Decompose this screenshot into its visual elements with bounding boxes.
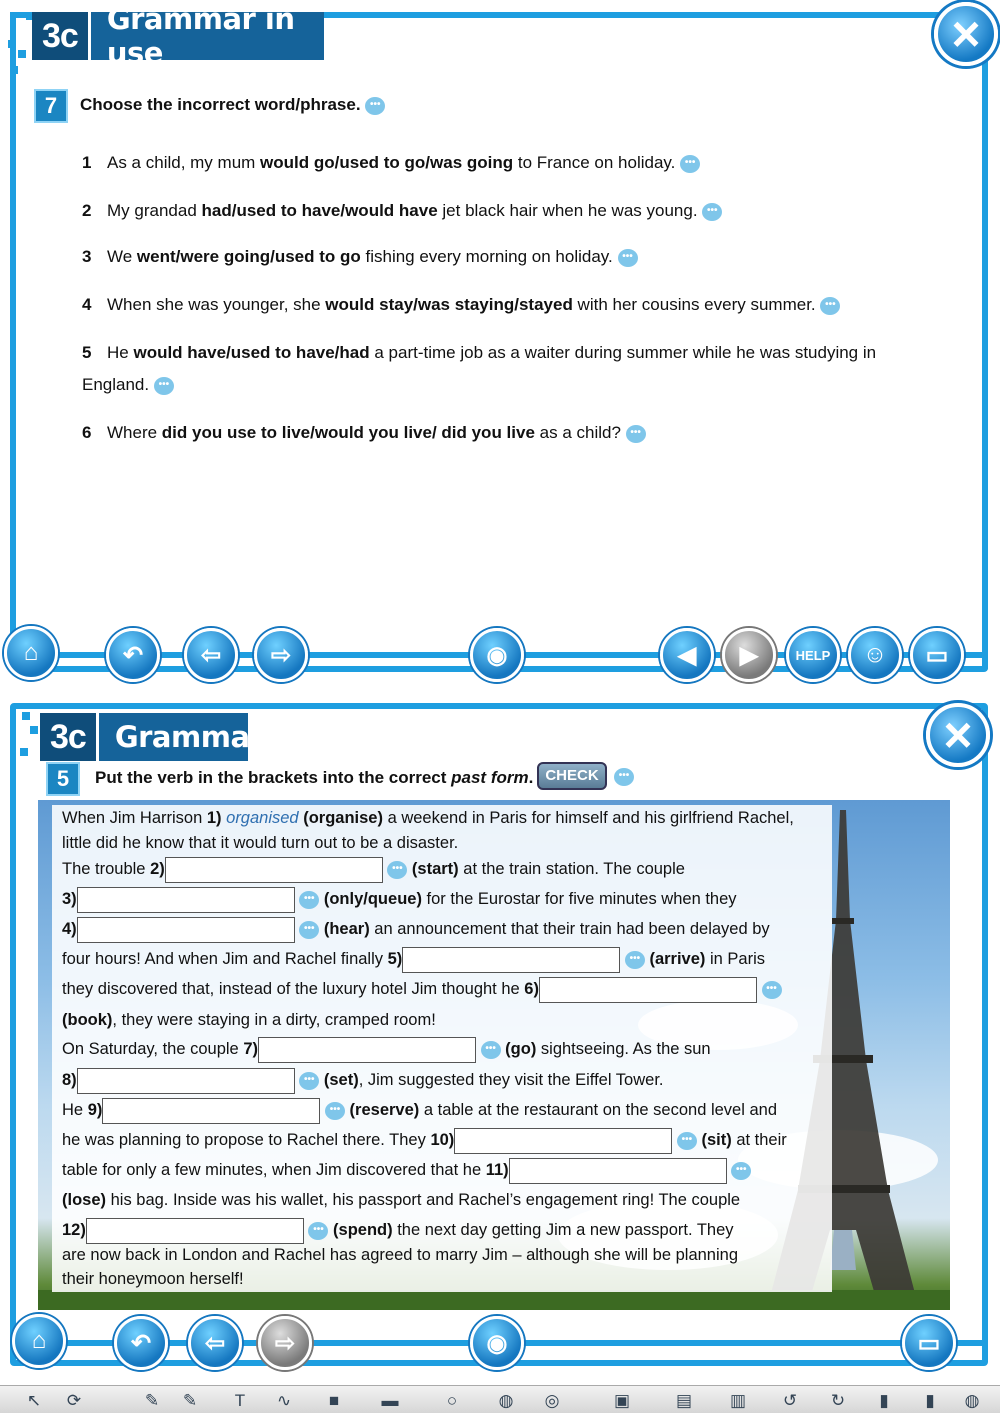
top-border-segment (340, 12, 940, 18)
pixel-decoration (18, 50, 26, 58)
list-item (82, 147, 942, 179)
camera-icon[interactable]: ◎ (544, 1391, 560, 1410)
home-icon: ⌂ (23, 639, 39, 666)
speech-bubble-icon[interactable]: ••• (387, 861, 407, 879)
item-number: 2 (82, 201, 92, 220)
speech-bubble-icon[interactable]: ••• (762, 981, 782, 999)
close-icon: × (951, 6, 981, 62)
gap-number: 1) (206, 809, 222, 827)
speech-bubble-icon[interactable]: ••• (731, 1162, 751, 1180)
story-line (62, 916, 770, 942)
instruction-end: . (528, 768, 534, 787)
text: for the Eurostar for five minutes when they (421, 890, 737, 908)
verb-hint: (go) (505, 1040, 537, 1058)
item-text: as a child? (534, 423, 621, 442)
instruction-italic: past form (451, 768, 529, 787)
unit-label: 3c (32, 12, 91, 60)
delete-icon[interactable]: ▮ (879, 1391, 889, 1410)
gap-number: 7) (243, 1040, 258, 1058)
text: at the train station. The couple (458, 860, 685, 878)
arrow-left-icon: ⇦ (200, 641, 222, 669)
item-text: jet black hair when he was young. (437, 201, 698, 220)
verb-hint: (hear) (323, 920, 370, 938)
item-text: to France on holiday. (513, 153, 676, 172)
answer-input-5[interactable] (402, 947, 620, 973)
previous-page-button[interactable] (660, 628, 714, 682)
undo-tool-icon[interactable]: ↺ (782, 1391, 798, 1410)
text: , Jim suggested they visit the Eiffel Tower. (358, 1071, 664, 1089)
speech-bubble-icon[interactable]: ••• (677, 1132, 697, 1150)
close-button[interactable] (934, 2, 998, 66)
answer-input-9[interactable] (102, 1098, 320, 1124)
story-line (62, 856, 685, 882)
item-options[interactable]: would have/used to have/had (133, 343, 370, 362)
story-line (62, 1127, 787, 1153)
section-banner (40, 713, 264, 761)
back-button[interactable] (184, 628, 238, 682)
globe-menu-icon[interactable]: ◍ (964, 1391, 980, 1410)
gap-number: 5) (387, 950, 403, 968)
speech-bubble-icon[interactable]: ••• (299, 1072, 319, 1090)
audio-icon: ◉ (486, 641, 508, 669)
item-text: fishing every morning on holiday. (360, 247, 613, 266)
verb-hint: (set) (323, 1071, 359, 1089)
item-options[interactable]: would stay/was staying/stayed (325, 295, 573, 314)
gap-number: 10) (430, 1131, 455, 1149)
text: a table at the restaurant on the second level and (419, 1101, 778, 1119)
speech-bubble-icon[interactable]: ••• (702, 203, 722, 221)
text: the next day getting Jim a new passport. They (392, 1221, 734, 1239)
verb-hint: (spend) (333, 1221, 393, 1239)
speech-bubble-icon[interactable]: ••• (325, 1102, 345, 1120)
verb-hint: (only/queue) (323, 890, 422, 908)
page-icon[interactable]: ▥ (729, 1391, 747, 1410)
undo-icon: ↶ (122, 641, 144, 669)
section-title: Grammar (114, 720, 264, 754)
arrow-right-icon: ⇨ (274, 1329, 296, 1357)
text: , they were staying in a dirty, cramped room! (112, 1011, 436, 1029)
close-button[interactable] (926, 703, 990, 767)
close-icon: × (943, 707, 973, 763)
home-button[interactable] (12, 1314, 66, 1368)
section-banner (32, 2, 324, 70)
story-line (62, 946, 765, 972)
forward-button[interactable] (254, 628, 308, 682)
item-options[interactable]: would go/used to go/was going (260, 153, 514, 172)
pixel-decoration (10, 66, 18, 74)
speech-bubble-icon[interactable]: ••• (618, 249, 638, 267)
item-text: We (107, 247, 137, 266)
section-title: Grammar in use (106, 2, 295, 70)
answer-input-6[interactable] (539, 977, 757, 1003)
window-icon[interactable]: ▣ (613, 1391, 631, 1410)
story-line (62, 886, 737, 912)
pixel-decoration (22, 712, 30, 720)
audio-icon: ◉ (486, 1329, 508, 1357)
answer-input-3[interactable] (77, 887, 295, 913)
story-line (62, 830, 458, 856)
item-text: He (107, 343, 134, 362)
undo-button[interactable] (106, 628, 160, 682)
highlighter-icon[interactable]: ✎ (182, 1391, 198, 1410)
item-number: 6 (82, 423, 92, 442)
text-tool-icon[interactable]: T (234, 1391, 246, 1410)
text: He (62, 1101, 88, 1119)
item-number: 4 (82, 295, 92, 314)
story-line (62, 1157, 751, 1183)
item-text: a part-time job as a waiter during summer while he was studying in England. (82, 343, 877, 394)
verb-hint: (sit) (701, 1131, 732, 1149)
delete-all-icon[interactable]: ▮ (925, 1391, 935, 1410)
answer-input-7[interactable] (258, 1037, 476, 1063)
speech-bubble-icon[interactable]: ••• (299, 921, 319, 939)
pointer-icon[interactable]: ↖ (26, 1391, 42, 1410)
item-text: My grandad (107, 201, 202, 220)
triangle-right-icon: ▶ (739, 641, 759, 669)
help-label: HELP (795, 647, 831, 663)
bottom-toolbar (0, 1385, 1000, 1413)
gap-number: 12) (62, 1221, 86, 1239)
story-line (62, 976, 782, 1002)
speech-bubble-icon[interactable]: ••• (299, 891, 319, 909)
speech-bubble-icon[interactable]: ••• (481, 1041, 501, 1059)
book-icon: ▭ (917, 1329, 941, 1357)
arrow-left-icon: ⇦ (204, 1329, 226, 1357)
check-button[interactable]: CHECK (537, 762, 607, 790)
text: their honeymoon herself! (62, 1270, 244, 1288)
text: four hours! And when Jim and Rachel finally (62, 950, 388, 968)
story-line (62, 1036, 711, 1062)
answer-input-2[interactable] (165, 857, 383, 883)
verb-hint: (reserve) (349, 1101, 420, 1119)
text: they discovered that, instead of the luxury hotel Jim thought he (62, 980, 525, 998)
answer-input-8[interactable] (77, 1068, 295, 1094)
unit-label: 3c (40, 713, 99, 761)
story-line (62, 805, 794, 831)
pixel-decoration (30, 726, 38, 734)
print-icon[interactable]: ▤ (675, 1391, 693, 1410)
pixel-decoration (20, 748, 28, 756)
home-icon: ⌂ (31, 1327, 47, 1354)
speech-bubble-icon[interactable]: ••• (614, 768, 634, 786)
text: at their (731, 1131, 787, 1149)
text: are now back in London and Rachel has agreed to marry Jim – although she will be planning (62, 1246, 739, 1264)
list-item (82, 337, 882, 401)
owl-icon: ☺ (862, 641, 888, 668)
next-page-button[interactable] (722, 628, 776, 682)
eraser-icon[interactable]: ▬ (381, 1391, 399, 1410)
audio-button[interactable] (470, 1316, 524, 1370)
speech-bubble-icon[interactable]: ••• (308, 1222, 328, 1240)
item-text: When she was younger, she (107, 295, 326, 314)
item-text: As a child, my mum (107, 153, 261, 172)
redo-tool-icon[interactable]: ↻ (830, 1391, 846, 1410)
zoom-icon[interactable]: ○ (446, 1391, 458, 1410)
verb-hint: (start) (411, 860, 459, 878)
speech-bubble-icon[interactable]: ••• (680, 155, 700, 173)
item-number: 5 (82, 343, 92, 362)
story-line (62, 1266, 244, 1292)
answer-input-10[interactable] (454, 1128, 672, 1154)
help-button[interactable] (786, 628, 840, 682)
curve-icon[interactable]: ∿ (276, 1391, 292, 1410)
pixel-decoration (8, 40, 16, 48)
book-icon: ▭ (925, 641, 949, 669)
text: little did he know that it would turn out to be a disaster. (62, 834, 459, 852)
verb-hint: (organise) (303, 809, 383, 827)
answer-input-12[interactable] (86, 1218, 304, 1244)
home-button[interactable] (4, 626, 58, 680)
arrow-right-icon: ⇨ (270, 641, 292, 669)
owl-button[interactable] (848, 628, 902, 682)
globe-icon[interactable]: ◍ (498, 1391, 514, 1410)
undo-icon: ↶ (130, 1329, 152, 1357)
shape-icon[interactable]: ■ (328, 1391, 340, 1410)
list-item (82, 195, 942, 227)
list-item (82, 289, 942, 321)
item-number: 3 (82, 247, 92, 266)
gap-number: 6) (524, 980, 539, 998)
item-text: Where (107, 423, 162, 442)
story-line (62, 1187, 740, 1213)
instruction-text (80, 95, 385, 115)
item-options[interactable]: had/used to have/would have (201, 201, 438, 220)
list-item (82, 417, 942, 449)
speech-bubble-icon[interactable]: ••• (154, 377, 174, 395)
story-line (62, 1007, 436, 1033)
triangle-left-icon: ◀ (677, 641, 697, 669)
back-button[interactable] (188, 1316, 242, 1370)
gap-number: 4) (62, 920, 77, 938)
example-answer: organised (226, 809, 299, 827)
speech-bubble-icon[interactable]: ••• (365, 97, 385, 115)
gap-number: 8) (62, 1071, 77, 1089)
text: sightseeing. As the sun (536, 1040, 711, 1058)
text: his bag. Inside was his wallet, his passport and Rachel’s engagement ring! The couple (106, 1191, 741, 1209)
exercise-number: 7 (34, 89, 68, 123)
text: The trouble (62, 860, 151, 878)
text: in Paris (705, 950, 766, 968)
book-button[interactable] (902, 1316, 956, 1370)
instruction-label: Put the verb in the brackets into the correct (95, 768, 452, 787)
item-options[interactable]: did you use to live/would you live/ did you live (161, 423, 535, 442)
answer-input-4[interactable] (77, 917, 295, 943)
answer-input-11[interactable] (509, 1158, 727, 1184)
verb-hint: (arrive) (649, 950, 706, 968)
gap-number: 11) (485, 1161, 509, 1179)
item-number: 1 (82, 153, 92, 172)
list-item (82, 241, 942, 273)
audio-button[interactable] (470, 628, 524, 682)
story-line (62, 1242, 738, 1268)
pen-icon[interactable]: ✎ (144, 1391, 160, 1410)
verb-hint: (lose) (62, 1191, 107, 1209)
story-line (62, 1097, 777, 1123)
text: an announcement that their train had been delayed by (369, 920, 770, 938)
undo-button[interactable] (114, 1316, 168, 1370)
gap-number: 3) (62, 890, 77, 908)
gap-number: 9) (87, 1101, 103, 1119)
text: When Jim Harrison (62, 809, 207, 827)
gap-number: 2) (150, 860, 165, 878)
story-line (62, 1067, 664, 1093)
book-button[interactable] (910, 628, 964, 682)
item-options[interactable]: went/were going/used to go (136, 247, 361, 266)
text: a weekend in Paris for himself and his girlfriend Rachel, (382, 809, 794, 827)
forward-button[interactable] (258, 1316, 312, 1370)
text: On Saturday, the couple (62, 1040, 244, 1058)
verb-hint: (book) (62, 1011, 113, 1029)
speech-bubble-icon[interactable]: ••• (820, 297, 840, 315)
item-text: with her cousins every summer. (572, 295, 816, 314)
story-line (62, 1217, 734, 1243)
instruction-text (95, 768, 533, 788)
speech-bubble-icon[interactable]: ••• (625, 951, 645, 969)
text: table for only a few minutes, when Jim discovered that he (62, 1161, 486, 1179)
exercise-number: 5 (46, 762, 80, 796)
refresh-icon[interactable]: ⟳ (66, 1391, 82, 1410)
instruction-label: Choose the incorrect word/phrase. (80, 95, 361, 114)
text: he was planning to propose to Rachel there. They (62, 1131, 431, 1149)
speech-bubble-icon[interactable]: ••• (626, 425, 646, 443)
